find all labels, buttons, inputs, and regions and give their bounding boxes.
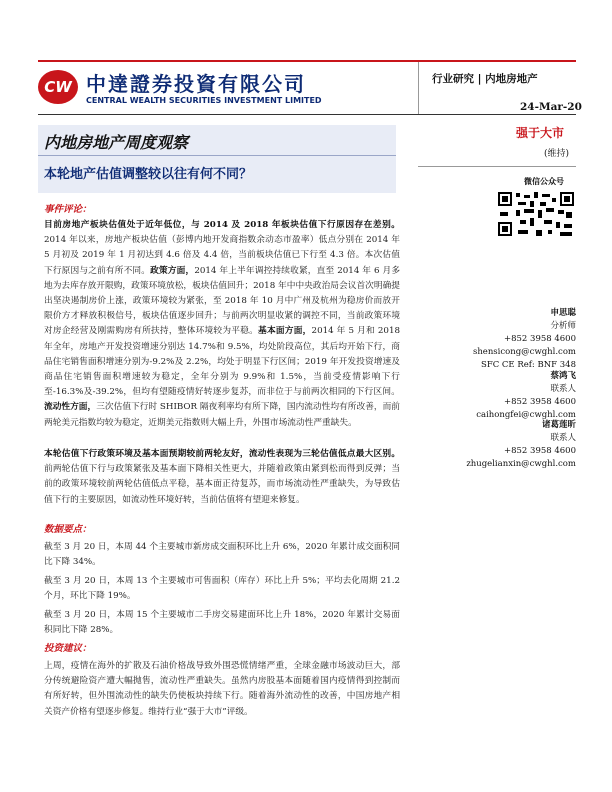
wechat-label: 微信公众号	[524, 177, 564, 186]
data-point-2: 截至 3 月 20 日，本周 13 个主要城市可售面积（库存）环比上升 5%；平均去化周期 21.2 个月，环比下降 19%。	[44, 576, 400, 602]
company-name-en: CENTRAL WEALTH SECURITIES INVESTMENT LIMITED	[86, 96, 322, 105]
company-logo-mark: CW	[38, 70, 78, 104]
analyst-email-link[interactable]: zhugelianxin@cwghl.com	[466, 459, 576, 469]
header-divider	[418, 62, 419, 114]
data-point-3: 截至 3 月 20 日，本周 15 个主要城市二手房交易建面环比上升 18%，2020 年累计交易面积同比下降 28%。	[44, 610, 400, 636]
event-paragraph-2: 本轮估值下行政策环境及基本面预期较前两轮友好，流动性表现为三轮估值低点最大区别。前两轮估值下行与政策紧张及基本面下降相关性更大，并随着政策由紧到松而得到反弹；当前的政策环境较前两轮估值低点平稳，基本面正待复苏，而市场流动性严重缺失，为导致估值下行的主要原因，如流动性环境好转，当前估值将有望迎来修复。	[44, 449, 400, 505]
analyst-block-1: 申思聪 分析师 +852 3958 4600 shensicong@cwghl.com SFC CE Ref: BNF 348	[472, 308, 576, 370]
report-date: 24-Mar-20	[520, 101, 582, 113]
analyst-block-2: 蔡鸿飞 联系人 +852 3958 4600 caihongfei@cwghl.com	[476, 371, 576, 420]
analyst-block-3: 诸葛莲昕 联系人 +852 3958 4600 zhugelianxin@cwghl.com	[466, 420, 576, 469]
page-subtitle: 本轮地产估值调整较以往有何不同？	[44, 167, 253, 182]
section-head-data: 数据要点：	[44, 524, 92, 535]
event-paragraph-1: 目前房地产板块估值处于近年低位，与 2014 及 2018 年板块估值下行原因存在差别。2014 年以来，房地产板块估值（彭博内地开发商指数余动态市盈率）低点分别在 2014 年 5 月初及 2019 年 1 月初达到 4.6 倍及 4.4 倍，当前板块估值已下行至 4.3 倍。本次估值下行原因与之前有所不同。政策方面，2014 年上半年调控持续收紧，直至 2014 年 6 月多地为去库存放开限购，政策环境放松，板块估值回升；2018 年中中央政治局会议首次明确提出坚决遏制房价上涨，政策环境较为紧张，至 2018 年 10 月中广州及杭州为稳房价而放开限价方才释放积极信号，板块估值逐步回升；与前两次明显收紧的调控不同，当前政策环境对房企经营及刚需购房有所扶持，整体环境较为平稳。基本面方面，2014 年 5 月和 2018 年全年，房地产开发投资增速分别达 14.7%和 9.5%，均处阶段高位，其后均开始下行，商品住宅销售面积增速分别为-9.2%及 2.2%，均处于明显下行区间；2019 年开发投资增速及商品住宅销售面积增速较为稳定，全年分别为 9.9%和 1.5%，当前受疫情影响下行至-16.3%及-39.2%，但均有望随疫情好转逐步复苏，而非位于与前两次相同的下行区间。流动性方面，三次估值下行时 SHIBOR 隔夜利率均有所下降，国内流动性均有所改善，而前两轮美元指数均较为稳定，近期美元指数则大幅上升，外围市场流动性严重缺失。	[44, 220, 401, 428]
section-head-advice: 投资建议：	[44, 643, 92, 654]
header-top-rule	[38, 60, 576, 62]
advice-paragraph: 上周，疫情在海外的扩散及石油价格战导致外围恐慌情绪严重，全球金融市场波动巨大，部分传统避险资产遭大幅抛售，流动性严重缺失。虽然内房股基本面随着国内疫情得到控制而有所好转，但外围流动性的缺失仍使板块持续下行。随着海外流动性的改善，中国房地产相关资产价格有望逐步修复。维持行业“强于大市”评级。	[44, 661, 400, 717]
rating-status: (维持)	[544, 149, 570, 159]
rating-label: 强于大市	[516, 126, 565, 140]
data-point-1: 截至 3 月 20 日，本周 44 个主要城市新房成交面积环比上升 6%，2020 年累计成交面积同比下降 34%。	[44, 542, 400, 568]
qr-code-icon[interactable]	[496, 190, 576, 238]
header-bottom-rule	[38, 114, 576, 115]
page-title: 内地房地产周度观察	[44, 133, 189, 152]
analyst-email-link[interactable]: caihongfei@cwghl.com	[476, 410, 576, 420]
company-name-cn: 中達證券投資有限公司	[86, 72, 306, 96]
analyst-email-link[interactable]: shensicong@cwghl.com	[472, 347, 576, 357]
report-type: 行业研究 | 内地房地产	[432, 73, 538, 85]
title-divider	[38, 155, 396, 156]
sidebar-divider	[418, 166, 576, 167]
section-head-event: 事件评论：	[44, 204, 92, 215]
